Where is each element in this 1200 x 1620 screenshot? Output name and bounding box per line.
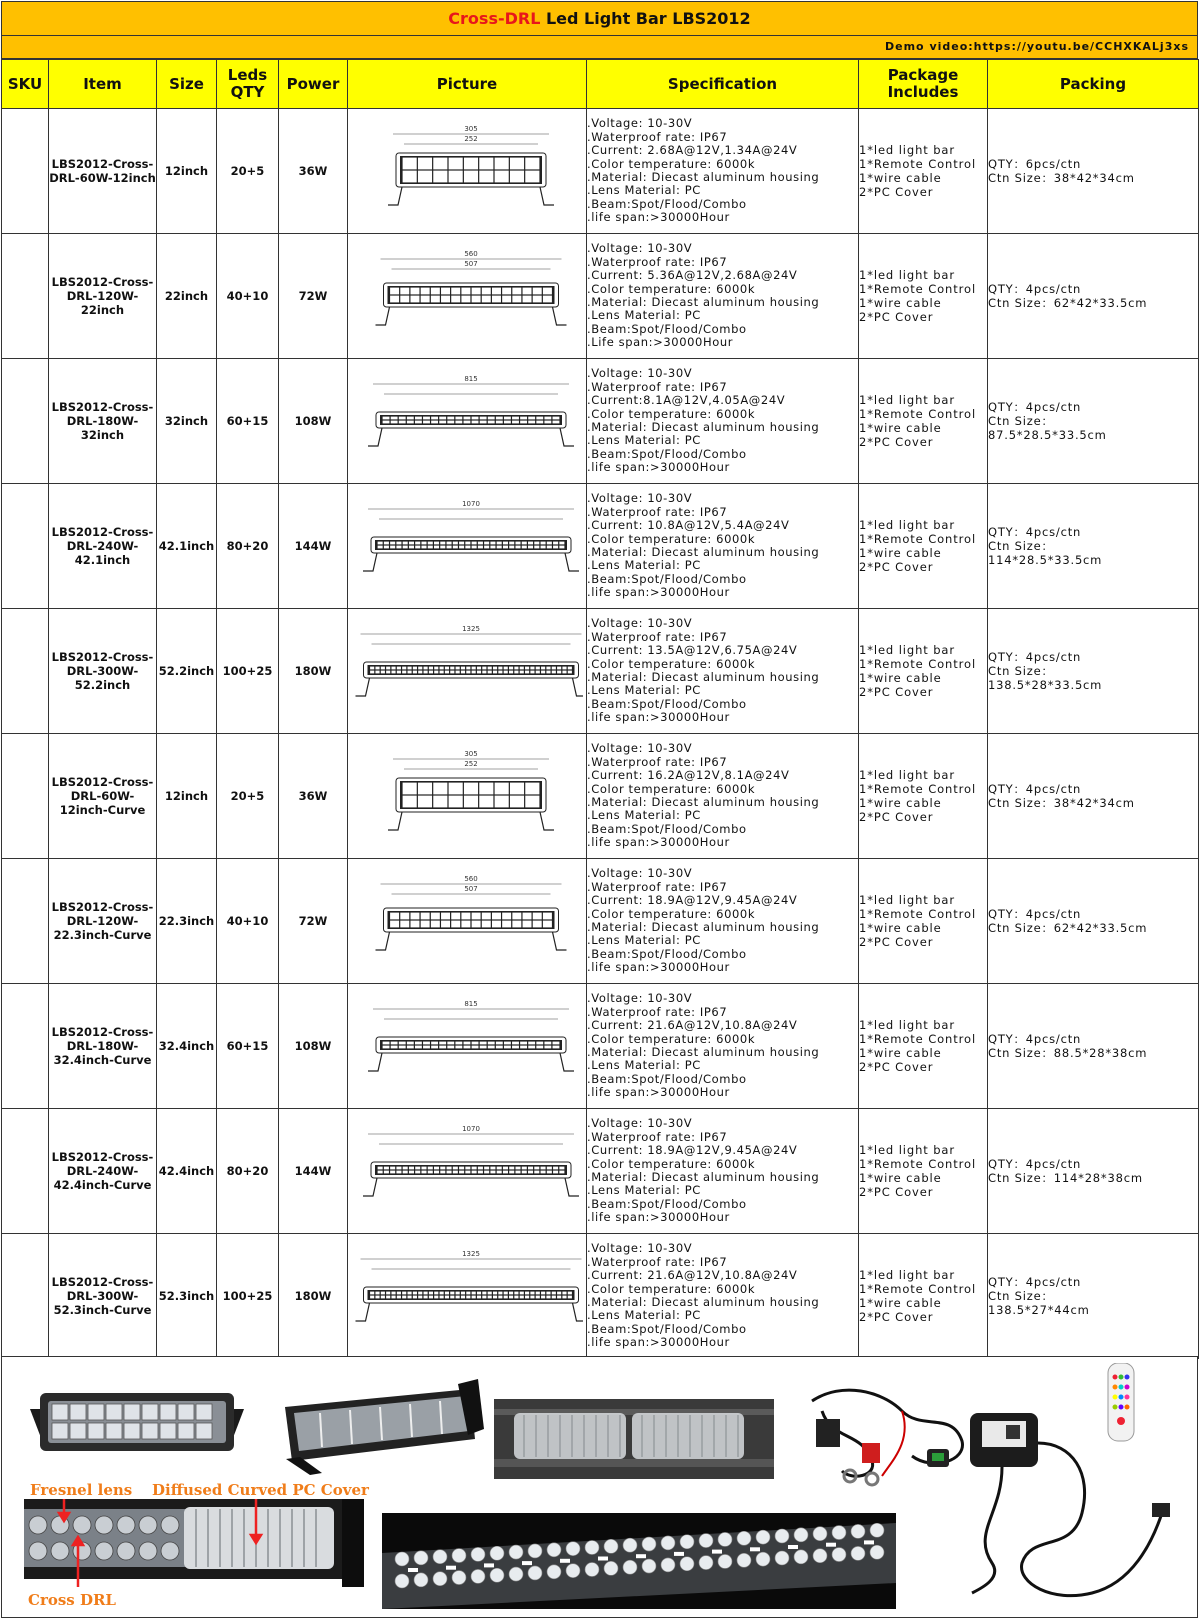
package-line: 1*wire cable [859,296,942,310]
packing-cell [988,484,1199,609]
package-includes-cell [859,734,988,859]
power-cell: 108W [279,359,348,484]
title-highlight: Cross-DRL [448,9,541,28]
spec-line: .life span:>30000Hour [587,960,730,975]
size-cell: 22inch [157,234,217,359]
spec-line: .Voltage: 10-30V [587,1116,693,1131]
package-line: 1*led light bar [859,393,956,407]
dim-overall-length: 305 [464,749,478,758]
picture-cell [348,234,587,359]
packing-line: 138.5*27*44cm [988,1303,1090,1317]
size-cell: 52.2inch [157,609,217,734]
dim-mount-length: 507 [464,884,478,893]
light-bar-drawing [351,870,583,970]
spec-line: .Lens Material: PC [587,1183,701,1198]
package-line: 2*PC Cover [859,685,934,699]
spec-line: .life span:>30000Hour [587,585,730,600]
col-package-includes: Package Includes [859,60,988,109]
spec-line: .Current: 13.5A@12V,6.75A@24V [587,643,798,658]
package-line: 1*led light bar [859,518,956,532]
packing-line: Ctn Size：62*42*33.5cm [988,921,1148,935]
picture-cell [348,734,587,859]
packing-line: QTY：4pcs/ctn [988,1275,1082,1289]
size-cell: 22.3inch [157,859,217,984]
packing-line: QTY：4pcs/ctn [988,525,1082,539]
spec-line: .Waterproof rate: IP67 [587,629,728,644]
spec-line: .Lens Material: PC [587,1058,701,1073]
packing-line: 87.5*28.5*33.5cm [988,428,1107,442]
spec-line: .Beam:Spot/Flood/Combo [587,946,747,961]
package-line: 1*led light bar [859,143,956,157]
specification-cell [587,984,859,1109]
spec-line: .Waterproof rate: IP67 [587,1004,728,1019]
light-bar-drawing [351,745,583,845]
spec-line: .Voltage: 10-30V [587,491,693,506]
power-cell: 144W [279,1109,348,1234]
leds-qty-cell: 40+10 [217,859,279,984]
light-bar-drawing [351,995,583,1095]
package-line: 1*wire cable [859,546,942,560]
spec-line: .Material: Diecast aluminum housing [587,1295,820,1309]
spec-line: .Color temperature: 6000k [587,406,756,421]
package-line: 1*wire cable [859,921,942,935]
col-sku: SKU [2,60,49,109]
table-row [2,984,1199,1109]
leds-qty-cell: 60+15 [217,984,279,1109]
spec-line: .Material: Diecast aluminum housing [587,1045,820,1059]
spec-line: .Color temperature: 6000k [587,1031,756,1046]
leds-qty-cell: 40+10 [217,234,279,359]
package-line: 1*led light bar [859,893,956,907]
picture-cell [348,359,587,484]
packing-line: QTY：4pcs/ctn [988,282,1082,296]
spec-line: .Beam:Spot/Flood/Combo [587,321,747,336]
packing-line: 138.5*28*33.5cm [988,678,1103,692]
specification-cell [587,1234,859,1359]
power-cell: 180W [279,1234,348,1359]
spec-line: .Lens Material: PC [587,308,701,323]
spec-line: .Lens Material: PC [587,808,701,823]
spec-line: .Beam:Spot/Flood/Combo [587,571,747,586]
power-cell: 72W [279,234,348,359]
package-line: 2*PC Cover [859,185,934,199]
spec-line: .Lens Material: PC [587,1308,701,1323]
col-leds-qty: Leds QTY [217,60,279,109]
label-fresnel-lens: Fresnel lens [30,1481,133,1499]
packing-line: Ctn Size： [988,539,1054,553]
package-line: 2*PC Cover [859,1060,934,1074]
spec-line: .Current:8.1A@12V,4.05A@24V [587,393,786,408]
spec-line: .Material: Diecast aluminum housing [587,795,820,809]
packing-cell [988,609,1199,734]
package-line: 1*wire cable [859,796,942,810]
item-cell: LBS2012-Cross-DRL-180W-32.4inch-Curve [49,984,157,1109]
light-bar-photo-angle [270,1369,490,1479]
package-includes-cell [859,359,988,484]
spec-line: .Beam:Spot/Flood/Combo [587,1196,747,1211]
spec-line: .life span:>30000Hour [587,1335,730,1350]
light-bar-drawing [351,245,583,345]
picture-cell [348,859,587,984]
demo-video-link[interactable]: Demo video:https://youtu.be/CCHXKALj3xs [1,36,1198,59]
package-line: 1*Remote Control [859,1157,977,1171]
packing-line: QTY：4pcs/ctn [988,1157,1082,1171]
spec-line: .Lens Material: PC [587,558,701,573]
dim-mount-length: 507 [464,259,478,268]
packing-line: Ctn Size： [988,414,1054,428]
spec-line: .Waterproof rate: IP67 [587,879,728,894]
spec-line: .Color temperature: 6000k [587,781,756,796]
col-size: Size [157,60,217,109]
dim-overall-length: 815 [464,374,478,383]
power-cell: 36W [279,109,348,234]
spec-line: .Beam:Spot/Flood/Combo [587,446,747,461]
sku-cell [2,359,49,484]
package-line: 1*Remote Control [859,407,977,421]
size-cell: 12inch [157,109,217,234]
spec-line: .Color temperature: 6000k [587,281,756,296]
package-line: 1*led light bar [859,1018,956,1032]
sku-cell [2,109,49,234]
package-line: 1*wire cable [859,1046,942,1060]
dim-overall-length: 560 [464,249,478,258]
package-line: 2*PC Cover [859,1185,934,1199]
item-cell: LBS2012-Cross-DRL-240W-42.1inch [49,484,157,609]
package-line: 1*Remote Control [859,782,977,796]
packing-line: QTY：4pcs/ctn [988,1032,1082,1046]
dim-overall-length: 1070 [462,1124,480,1133]
spec-line: .Voltage: 10-30V [587,991,693,1006]
item-cell: LBS2012-Cross-DRL-180W-32inch [49,359,157,484]
package-line: 1*Remote Control [859,907,977,921]
package-line: 1*wire cable [859,1171,942,1185]
package-includes-cell [859,109,988,234]
spec-line: .Material: Diecast aluminum housing [587,920,820,934]
specification-cell [587,734,859,859]
table-row [2,1109,1199,1234]
table-row [2,734,1199,859]
package-line: 1*wire cable [859,171,942,185]
spec-line: .life span:>30000Hour [587,710,730,725]
spec-line: .Waterproof rate: IP67 [587,254,728,269]
spec-line: .life span:>30000Hour [587,210,730,225]
package-line: 1*Remote Control [859,532,977,546]
size-cell: 32.4inch [157,984,217,1109]
light-bar-drawing [351,620,583,720]
package-includes-cell [859,1109,988,1234]
spec-line: .Waterproof rate: IP67 [587,1254,728,1269]
package-line: 1*led light bar [859,768,956,782]
lens-closeup-photo [24,1499,364,1587]
power-cell: 108W [279,984,348,1109]
product-photos [1,1356,1198,1618]
item-cell: LBS2012-Cross-DRL-300W-52.3inch-Curve [49,1234,157,1359]
package-line: 2*PC Cover [859,560,934,574]
col-item: Item [49,60,157,109]
header-row [2,60,1199,109]
package-includes-cell [859,484,988,609]
packing-line: Ctn Size：38*42*34cm [988,796,1135,810]
power-cell: 180W [279,609,348,734]
leds-qty-cell: 100+25 [217,609,279,734]
packing-line: QTY：6pcs/ctn [988,157,1082,171]
package-line: 2*PC Cover [859,310,934,324]
packing-line: 114*28.5*33.5cm [988,553,1103,567]
label-cross-drl: Cross DRL [28,1591,116,1609]
dim-overall-length: 1325 [462,624,480,633]
package-line: 1*Remote Control [859,157,977,171]
table-row [2,1234,1199,1359]
spec-line: .Material: Diecast aluminum housing [587,545,820,559]
col-packing: Packing [988,60,1199,109]
packing-line: QTY：4pcs/ctn [988,400,1082,414]
spec-line: .Color temperature: 6000k [587,1156,756,1171]
specification-cell [587,484,859,609]
packing-cell [988,1109,1199,1234]
picture-cell [348,1109,587,1234]
col-specification: Specification [587,60,859,109]
spec-line: .Waterproof rate: IP67 [587,504,728,519]
package-line: 1*led light bar [859,1268,956,1282]
package-includes-cell [859,984,988,1109]
spec-line: .Voltage: 10-30V [587,1241,693,1256]
item-cell: LBS2012-Cross-DRL-120W-22.3inch-Curve [49,859,157,984]
spec-line: .life span:>30000Hour [587,835,730,850]
package-line: 1*Remote Control [859,1282,977,1296]
spec-line: .Current: 21.6A@12V,10.8A@24V [587,1268,798,1283]
title-text: Led Light Bar LBS2012 [540,9,751,28]
spec-line: .Current: 5.36A@12V,2.68A@24V [587,268,798,283]
package-includes-cell [859,1234,988,1359]
picture-cell [348,1234,587,1359]
package-line: 1*wire cable [859,421,942,435]
spec-line: .Beam:Spot/Flood/Combo [587,196,747,211]
light-bar-drawing [351,120,583,220]
spec-line: .Lens Material: PC [587,433,701,448]
table-row [2,109,1199,234]
power-cell: 72W [279,859,348,984]
table-row [2,484,1199,609]
packing-line: Ctn Size：114*28*38cm [988,1171,1143,1185]
spec-line: .Waterproof rate: IP67 [587,379,728,394]
table-row [2,859,1199,984]
spec-line: .Voltage: 10-30V [587,866,693,881]
package-line: 1*wire cable [859,671,942,685]
packing-line: QTY：4pcs/ctn [988,907,1082,921]
spec-line: .Material: Diecast aluminum housing [587,170,820,184]
spec-line: .Color temperature: 6000k [587,906,756,921]
spec-line: .life span:>30000Hour [587,460,730,475]
spec-line: .Voltage: 10-30V [587,616,693,631]
spec-line: .Color temperature: 6000k [587,1281,756,1296]
packing-cell [988,1234,1199,1359]
packing-cell [988,859,1199,984]
packing-line: QTY：4pcs/ctn [988,782,1082,796]
specification-cell [587,234,859,359]
package-line: 1*led light bar [859,268,956,282]
spec-line: .Voltage: 10-30V [587,241,693,256]
item-cell: LBS2012-Cross-DRL-60W-12inch [49,109,157,234]
size-cell: 32inch [157,359,217,484]
dim-mount-length: 252 [464,134,478,143]
spec-line: .Current: 10.8A@12V,5.4A@24V [587,518,790,533]
lit-light-bar-photo [382,1513,896,1609]
leds-qty-cell: 80+20 [217,484,279,609]
packing-line: Ctn Size：38*42*34cm [988,171,1135,185]
packing-cell [988,984,1199,1109]
spec-line: .Color temperature: 6000k [587,531,756,546]
spec-line: .Current: 2.68A@12V,1.34A@24V [587,143,798,158]
leds-qty-cell: 80+20 [217,1109,279,1234]
label-pc-cover: Diffused Curved PC Cover [152,1481,369,1499]
item-cell: LBS2012-Cross-DRL-240W-42.4inch-Curve [49,1109,157,1234]
sku-cell [2,1109,49,1234]
spec-line: .life span:>30000Hour [587,1085,730,1100]
controller-remote-photo [962,1363,1192,1613]
spec-line: .Material: Diecast aluminum housing [587,1170,820,1184]
specification-cell [587,609,859,734]
item-cell: LBS2012-Cross-DRL-120W-22inch [49,234,157,359]
package-line: 2*PC Cover [859,935,934,949]
spec-line: .Color temperature: 6000k [587,156,756,171]
dim-mount-length: 252 [464,759,478,768]
specification-cell [587,859,859,984]
packing-line: Ctn Size：62*42*33.5cm [988,296,1148,310]
dim-overall-length: 305 [464,124,478,133]
picture-cell [348,484,587,609]
spec-line: .Material: Diecast aluminum housing [587,420,820,434]
spec-line: .Color temperature: 6000k [587,656,756,671]
specification-cell [587,359,859,484]
spec-line: .Material: Diecast aluminum housing [587,670,820,684]
table-row [2,609,1199,734]
package-line: 1*led light bar [859,1143,956,1157]
packing-cell [988,109,1199,234]
leds-qty-cell: 100+25 [217,1234,279,1359]
package-line: 1*Remote Control [859,282,977,296]
spec-line: .Lens Material: PC [587,183,701,198]
package-line: 2*PC Cover [859,435,934,449]
light-bar-drawing [351,1245,583,1345]
picture-cell [348,609,587,734]
dim-overall-length: 1325 [462,1249,480,1258]
specification-cell [587,1109,859,1234]
sku-cell [2,484,49,609]
package-line: 1*wire cable [859,1296,942,1310]
picture-cell [348,109,587,234]
wire-harness-photo [802,1371,972,1491]
spec-line: .Life span:>30000Hour [587,335,734,350]
packing-cell [988,234,1199,359]
spec-line: .Current: 16.2A@12V,8.1A@24V [587,768,790,783]
package-line: 2*PC Cover [859,810,934,824]
light-bar-drawing [351,495,583,595]
spec-line: .Lens Material: PC [587,933,701,948]
leds-qty-cell: 20+5 [217,109,279,234]
light-bar-drawing [351,370,583,470]
spec-line: .Current: 18.9A@12V,9.45A@24V [587,1143,798,1158]
leds-qty-cell: 20+5 [217,734,279,859]
package-includes-cell [859,609,988,734]
spec-line: .Lens Material: PC [587,683,701,698]
pc-cover-photo [494,1399,774,1479]
sku-cell [2,609,49,734]
dim-overall-length: 815 [464,999,478,1008]
power-cell: 36W [279,734,348,859]
light-bar-drawing [351,1120,583,1220]
table-row [2,359,1199,484]
spec-line: .Beam:Spot/Flood/Combo [587,821,747,836]
packing-cell [988,359,1199,484]
packing-line: Ctn Size： [988,1289,1054,1303]
spec-line: .Voltage: 10-30V [587,741,693,756]
col-picture: Picture [348,60,587,109]
picture-cell [348,984,587,1109]
spec-line: .life span:>30000Hour [587,1210,730,1225]
packing-line: Ctn Size：88.5*28*38cm [988,1046,1148,1060]
package-includes-cell [859,859,988,984]
package-includes-cell [859,234,988,359]
packing-line: QTY：4pcs/ctn [988,650,1082,664]
col-power: Power [279,60,348,109]
sku-cell [2,984,49,1109]
spec-line: .Voltage: 10-30V [587,116,693,131]
spec-line: .Material: Diecast aluminum housing [587,295,820,309]
spec-line: .Beam:Spot/Flood/Combo [587,1321,747,1336]
spec-line: .Beam:Spot/Flood/Combo [587,1071,747,1086]
size-cell: 42.1inch [157,484,217,609]
item-cell: LBS2012-Cross-DRL-300W-52.2inch [49,609,157,734]
item-cell: LBS2012-Cross-DRL-60W-12inch-Curve [49,734,157,859]
spec-line: .Current: 18.9A@12V,9.45A@24V [587,893,798,908]
dim-overall-length: 560 [464,874,478,883]
package-line: 2*PC Cover [859,1310,934,1324]
spec-line: .Waterproof rate: IP67 [587,129,728,144]
packing-line: Ctn Size： [988,664,1054,678]
spec-line: .Current: 21.6A@12V,10.8A@24V [587,1018,798,1033]
packing-cell [988,734,1199,859]
sku-cell [2,234,49,359]
specification-cell [587,109,859,234]
sku-cell [2,734,49,859]
size-cell: 52.3inch [157,1234,217,1359]
dim-overall-length: 1070 [462,499,480,508]
sku-cell [2,859,49,984]
package-line: 1*Remote Control [859,1032,977,1046]
spec-line: .Beam:Spot/Flood/Combo [587,696,747,711]
power-cell: 144W [279,484,348,609]
spec-line: .Waterproof rate: IP67 [587,754,728,769]
light-bar-photo-front [12,1379,262,1474]
spec-line: .Voltage: 10-30V [587,366,693,381]
size-cell: 12inch [157,734,217,859]
sku-cell [2,1234,49,1359]
spec-table [1,59,1199,1359]
table-row [2,234,1199,359]
package-line: 1*Remote Control [859,657,977,671]
leds-qty-cell: 60+15 [217,359,279,484]
page-title [1,1,1198,36]
spec-line: .Waterproof rate: IP67 [587,1129,728,1144]
size-cell: 42.4inch [157,1109,217,1234]
package-line: 1*led light bar [859,643,956,657]
